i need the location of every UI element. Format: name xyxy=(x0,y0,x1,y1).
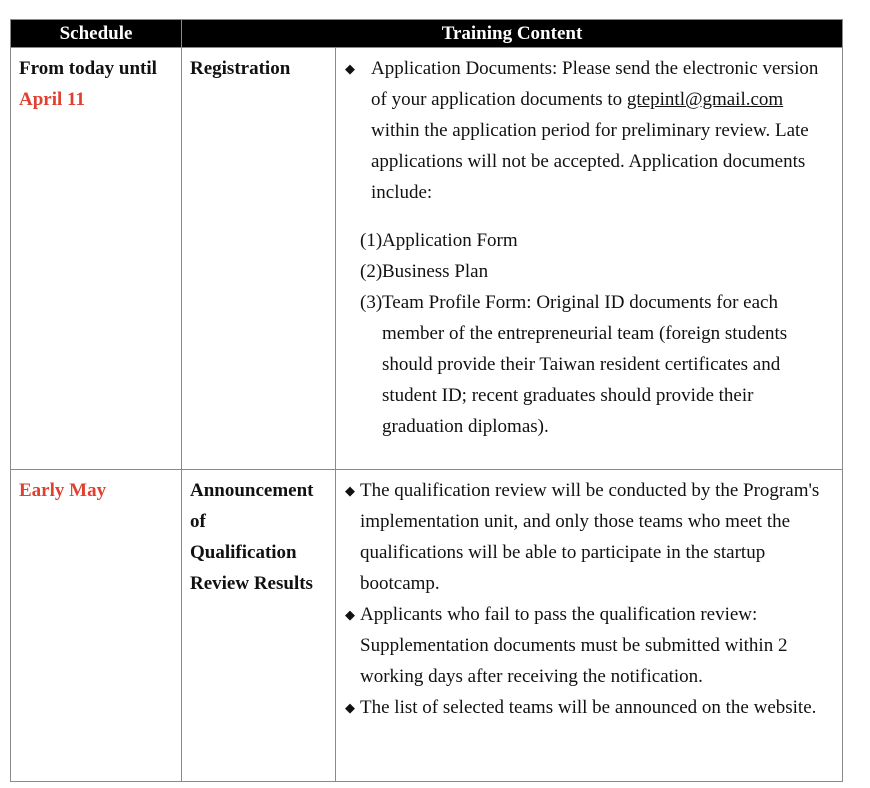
content-cell xyxy=(336,470,843,782)
bullet-text-continued: within the application period for preliminary review. Late applications will not be accepted. Application documents include: xyxy=(371,120,809,203)
bullet-item xyxy=(345,475,834,599)
schedule-date-highlight: Early May xyxy=(19,480,107,501)
bullet-item xyxy=(345,53,834,208)
header-schedule: Schedule xyxy=(11,20,182,48)
stage-cell xyxy=(182,48,336,470)
table-header-row xyxy=(11,20,843,48)
list-item xyxy=(360,287,834,442)
list-text: Team Profile Form: Original ID documents for each member of the entrepreneurial team (foreign students should provide their Taiwan resident certificates and student ID; recent graduates should provide their graduation diplomas). xyxy=(382,292,788,437)
list-item xyxy=(360,225,834,256)
table-row-announcement xyxy=(11,470,843,782)
table-row-registration xyxy=(11,48,843,470)
stage-cell xyxy=(182,470,336,782)
list-text: Application Form xyxy=(382,230,518,251)
content-body xyxy=(345,53,842,442)
schedule-table xyxy=(10,19,843,782)
diamond-bullet-icon: ◆ xyxy=(345,61,355,76)
bullet-text: The qualification review will be conducted by the Program's implementation unit, and only those teams who meet the qualifications will be able to participate in the startup bootcamp. xyxy=(360,480,820,594)
content-body xyxy=(345,475,842,723)
stage-title: Announcement of Qualification Review Results xyxy=(190,480,314,594)
bullet-item xyxy=(345,599,834,692)
list-number: (2) xyxy=(360,261,383,282)
schedule-line1: From today until xyxy=(19,58,157,79)
schedule-cell xyxy=(11,470,182,782)
bullet-text: Applicants who fail to pass the qualification review: Supplementation documents must be submitted within 2 working days after receiving the notification. xyxy=(360,604,788,687)
list-text: Business Plan xyxy=(382,261,489,282)
schedule-text xyxy=(19,53,181,115)
schedule-date-highlight: April 11 xyxy=(19,89,85,110)
diamond-bullet-icon: ◆ xyxy=(345,607,355,622)
diamond-bullet-icon: ◆ xyxy=(345,700,355,715)
stage-title: Registration xyxy=(190,58,291,79)
email-link[interactable]: gtepintl@gmail.com xyxy=(626,89,784,110)
content-cell xyxy=(336,48,843,470)
diamond-bullet-icon: ◆ xyxy=(345,483,355,498)
list-number: (3) xyxy=(360,292,383,313)
header-training-content: Training Content xyxy=(182,20,843,48)
bullet-item xyxy=(345,692,834,723)
list-number: (1) xyxy=(360,230,383,251)
bullet-text: The list of selected teams will be announced on the website. xyxy=(360,697,817,718)
bullet-text: Application Documents: Please send the electronic version of your application documents to xyxy=(371,58,819,110)
list-item xyxy=(360,256,834,287)
schedule-cell xyxy=(11,48,182,470)
